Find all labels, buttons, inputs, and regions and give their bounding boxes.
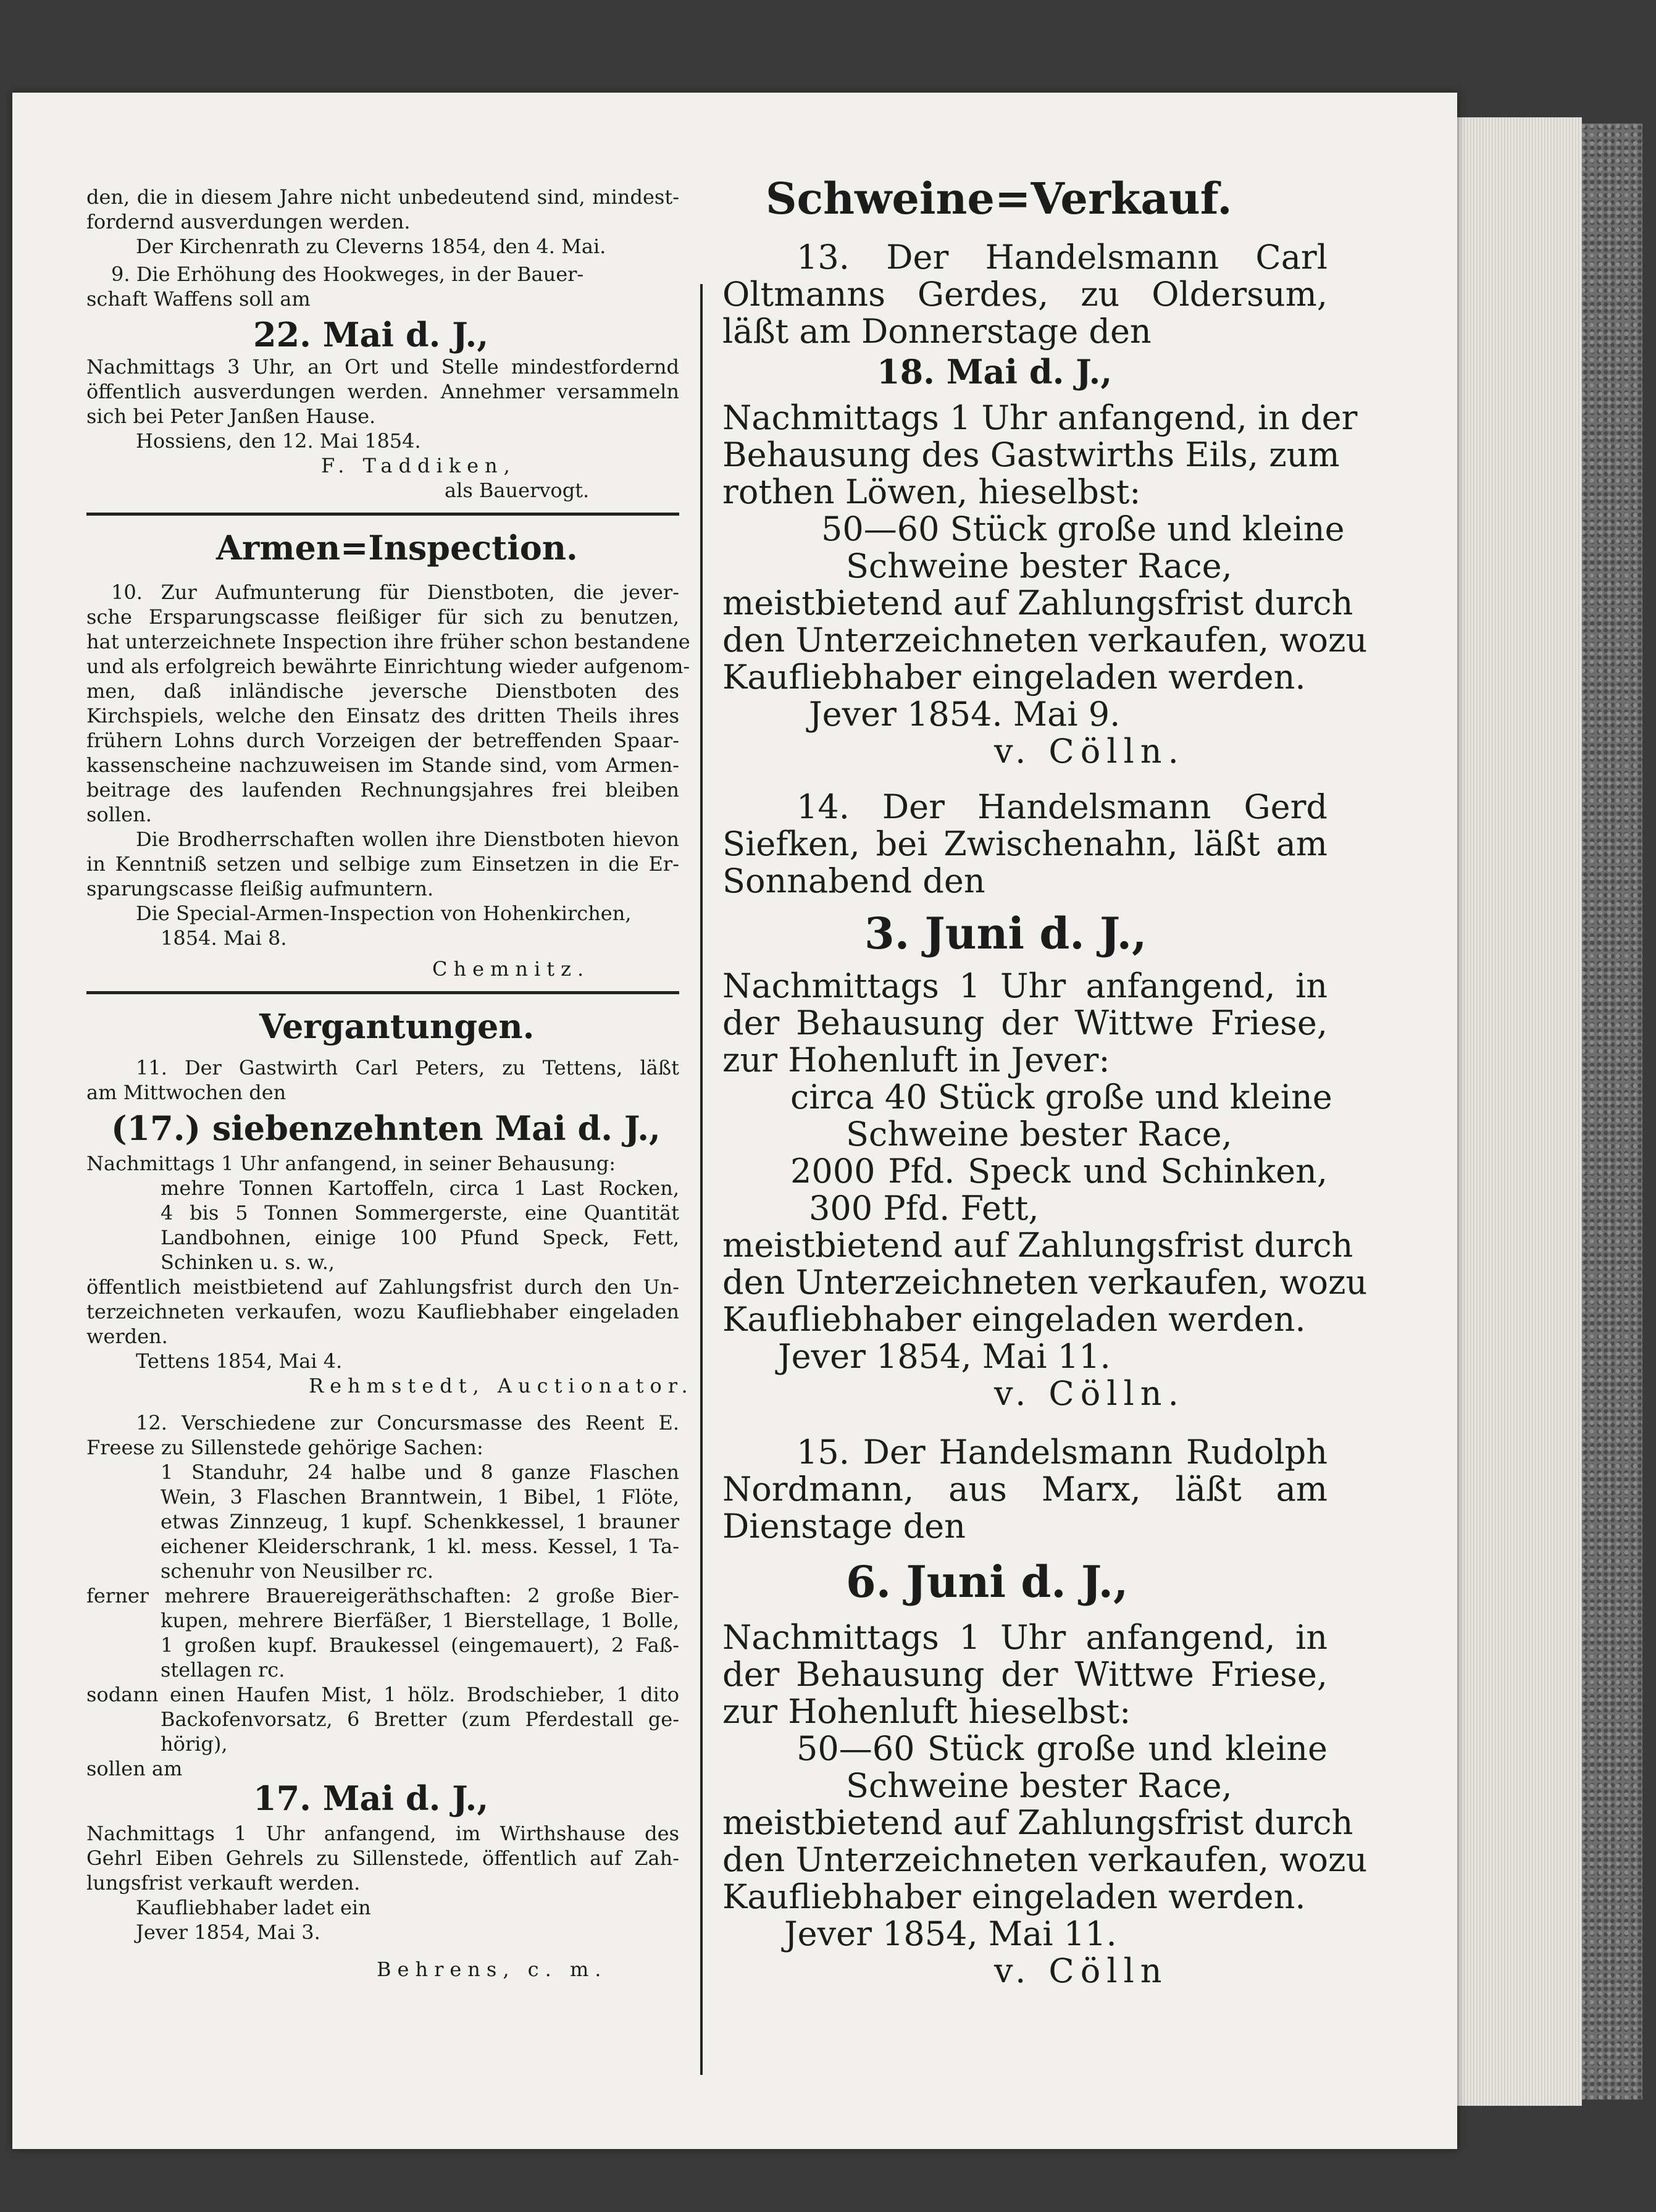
announcement-date: 3. Juni d. J., <box>864 908 1147 959</box>
text-line: Wein, 3 Flaschen Branntwein, 1 Bibel, 1 Flöte, <box>161 1485 679 1509</box>
text-line: Siefken, bei Zwischenahn, läßt am <box>722 824 1328 863</box>
text-line: und als erfolgreich bewährte Einrichtung wieder aufgenom- <box>86 655 690 678</box>
text-line: Sonnabend den <box>722 861 985 900</box>
text-line: Oltmanns Gerdes, zu Oldersum, <box>722 275 1328 314</box>
text-line: Freese zu Sillenstede gehörige Sachen: <box>86 1436 483 1459</box>
announcement-date: 17. Mai d. J., <box>253 1778 489 1818</box>
text-line: sparungscasse fleißig aufmuntern. <box>86 877 434 900</box>
signature: v. Cölln <box>994 1951 1168 1990</box>
text-line: beitrage des laufenden Rechnungsjahres frei bleiben <box>86 778 679 802</box>
text-line: 13. Der Handelsmann Carl <box>797 238 1328 277</box>
signature: v. Cölln. <box>994 1374 1185 1413</box>
text-line: 9. Die Erhöhung des Hookweges, in der Bauer- <box>111 262 584 286</box>
text-line: in Kenntniß setzen und selbige zum Einsetzen in die Er- <box>86 852 679 876</box>
text-line: 15. Der Handelsmann Rudolph <box>797 1433 1328 1472</box>
signature: F. Taddiken, <box>321 454 516 477</box>
text-line: Jever 1854, Mai 11. <box>778 1337 1111 1376</box>
text-line: Landbohnen, einige 100 Pfund Speck, Fett, <box>161 1226 679 1249</box>
text-line: Kaufliebhaber ladet ein <box>136 1896 371 1919</box>
text-line: etwas Zinnzeug, 1 kupf. Schenkkessel, 1 brauner <box>161 1510 679 1533</box>
text-line: Gehrl Eiben Gehrels zu Sillenstede, öffentlich auf Zah- <box>86 1846 679 1870</box>
text-line: Hossiens, den 12. Mai 1854. <box>136 429 421 453</box>
text-line: schaft Waffens soll am <box>86 287 311 311</box>
text-line: hat unterzeichnete Inspection ihre früher schon bestandene <box>86 630 690 653</box>
text-line: 4 bis 5 Tonnen Sommergerste, eine Quantität <box>161 1201 679 1225</box>
text-line: Tettens 1854, Mai 4. <box>136 1349 343 1373</box>
text-line: 12. Verschiedene zur Concursmasse des Reent E. <box>136 1411 679 1435</box>
text-line: 50—60 Stück große und kleine <box>821 509 1345 548</box>
text-line: zur Hohenluft hieselbst: <box>722 1692 1131 1731</box>
text-line: sche Ersparungscasse fleißiger für sich zu benutzen, <box>86 605 679 629</box>
text-line: 50—60 Stück große und kleine <box>797 1729 1328 1768</box>
text-line: Kaufliebhaber eingeladen werden. <box>722 1877 1306 1916</box>
text-line: den Unterzeichneten verkaufen, wozu <box>722 1840 1368 1879</box>
text-line: mehre Tonnen Kartoffeln, circa 1 Last Rocken, <box>161 1176 679 1200</box>
text-line: 1 Standuhr, 24 halbe und 8 ganze Flaschen <box>161 1460 679 1484</box>
text-line: Kaufliebhaber eingeladen werden. <box>722 658 1306 697</box>
text-line: Nordmann, aus Marx, läßt am <box>722 1470 1328 1509</box>
text-line: meistbietend auf Zahlungsfrist durch <box>722 584 1353 622</box>
text-line: fordernd ausverdungen werden. <box>86 210 411 233</box>
text-line: Nachmittags 1 Uhr anfangend, in der <box>722 398 1358 437</box>
signature: Behrens, c. m. <box>377 1958 608 1981</box>
section-rule <box>86 513 679 516</box>
text-line: men, daß inländische jeversche Dienstboten des <box>86 679 679 703</box>
text-line: den Unterzeichneten verkaufen, wozu <box>722 621 1368 660</box>
text-line: eichener Kleiderschrank, 1 kl. mess. Kessel, 1 Ta- <box>161 1535 679 1558</box>
section-rule <box>86 991 679 994</box>
text-line: Nachmittags 1 Uhr anfangend, in seiner Behausung: <box>86 1152 616 1175</box>
announcement-date: 6. Juni d. J., <box>846 1556 1129 1607</box>
text-line: der Behausung der Wittwe Friese, <box>722 1655 1328 1694</box>
text-line: meistbietend auf Zahlungsfrist durch <box>722 1803 1353 1842</box>
text-line: läßt am Donnerstage den <box>722 312 1152 351</box>
text-line: Der Kirchenrath zu Cleverns 1854, den 4. Mai. <box>136 235 606 258</box>
book-cover <box>1581 124 1642 2100</box>
text-line: 11. Der Gastwirth Carl Peters, zu Tettens, läßt <box>136 1056 679 1079</box>
text-line: Schweine bester Race, <box>846 1766 1232 1805</box>
text-line: Jever 1854, Mai 3. <box>136 1921 320 1944</box>
text-line: Schweine bester Race, <box>846 547 1232 585</box>
section-heading: Schweine=Verkauf. <box>766 173 1232 224</box>
text-line: den Unterzeichneten verkaufen, wozu <box>722 1263 1368 1302</box>
text-line: sollen am <box>86 1757 183 1780</box>
text-line: lungsfrist verkauft werden. <box>86 1871 361 1895</box>
text-line: sodann einen Haufen Mist, 1 hölz. Brodschieber, 1 dito <box>86 1683 679 1706</box>
text-line: Kaufliebhaber eingeladen werden. <box>722 1300 1306 1339</box>
text-line: Backofenvorsatz, 6 Bretter (zum Pferdestall ge- <box>161 1707 679 1731</box>
text-line: hörig), <box>161 1732 228 1756</box>
text-line: circa 40 Stück große und kleine <box>790 1078 1332 1116</box>
signature: v. Cölln. <box>994 732 1185 771</box>
text-line: Nachmittags 1 Uhr anfangend, im Wirthshause des <box>86 1822 679 1845</box>
text-line: kassenscheine nachzuweisen im Stande sind, vom Armen- <box>86 753 679 777</box>
text-line: öffentlich meistbietend auf Zahlungsfrist durch den Un- <box>86 1275 679 1299</box>
text-line: Nachmittags 1 Uhr anfangend, in <box>722 966 1328 1005</box>
text-line: Dienstage den <box>722 1507 966 1546</box>
text-line: werden. <box>86 1325 168 1348</box>
text-line: schenuhr von Neusilber rc. <box>161 1559 434 1583</box>
text-line: frühern Lohns durch Vorzeigen der betreffenden Spaar- <box>86 729 679 752</box>
text-line: den, die in diesem Jahre nicht unbedeutend sind, mindest- <box>86 185 679 209</box>
text-line: Nachmittags 3 Uhr, an Ort und Stelle mindestfordernd <box>86 355 679 379</box>
text-line: Schweine bester Race, <box>846 1115 1232 1154</box>
announcement-date: (17.) siebenzehnten Mai d. J., <box>111 1108 661 1148</box>
text-line: zur Hohenluft in Jever: <box>722 1041 1110 1079</box>
announcement-date: 22. Mai d. J., <box>253 315 489 354</box>
text-line: am Mittwochen den <box>86 1081 286 1104</box>
section-heading: Vergantungen. <box>259 1007 535 1046</box>
newspaper-page <box>12 93 1457 2149</box>
text-line: Jever 1854. Mai 9. <box>809 695 1121 734</box>
text-line: Jever 1854, Mai 11. <box>784 1914 1117 1953</box>
text-line: Kirchspiels, welche den Einsatz des dritten Theils ihres <box>86 704 679 727</box>
text-line: sollen. <box>86 803 152 826</box>
text-line: terzeichneten verkaufen, wozu Kaufliebhaber eingeladen <box>86 1300 679 1323</box>
text-line: meistbietend auf Zahlungsfrist durch <box>722 1226 1353 1265</box>
text-line: 14. Der Handelsmann Gerd <box>797 787 1328 826</box>
signature-title: als Bauervogt. <box>445 479 590 502</box>
text-line: öffentlich ausverdungen werden. Annehmer versammeln <box>86 380 679 403</box>
section-heading: Armen=Inspection. <box>216 528 578 568</box>
text-line: Die Brodherrschaften wollen ihre Dienstboten hievon <box>136 827 679 851</box>
text-line: der Behausung der Wittwe Friese, <box>722 1003 1328 1042</box>
text-line: Die Special-Armen-Inspection von Hohenkirchen, <box>136 902 632 925</box>
text-line: 1854. Mai 8. <box>161 926 287 950</box>
text-line: stellagen rc. <box>161 1658 285 1682</box>
column-divider <box>700 284 703 2075</box>
text-line: 1 großen kupf. Braukessel (eingemauert), 2 Faß- <box>161 1633 679 1657</box>
signature: Rehmstedt, Auctionator. <box>309 1374 694 1397</box>
text-line: 10. Zur Aufmunterung für Dienstboten, die jever- <box>111 580 679 604</box>
text-line: rothen Löwen, hieselbst: <box>722 472 1141 511</box>
text-line: 300 Pfd. Fett, <box>809 1189 1039 1228</box>
announcement-date: 18. Mai d. J., <box>877 352 1113 392</box>
text-line: 2000 Pfd. Speck und Schinken, <box>790 1152 1328 1191</box>
text-line: sich bei Peter Janßen Hause. <box>86 404 376 428</box>
text-line: ferner mehrere Brauereigeräthschaften: 2 große Bier- <box>86 1584 679 1607</box>
text-line: Nachmittags 1 Uhr anfangend, in <box>722 1618 1328 1657</box>
signature: Chemnitz. <box>432 957 590 981</box>
text-line: Schinken u. s. w., <box>161 1251 335 1274</box>
text-line: kupen, mehrere Bierfäßer, 1 Bierstellage, 1 Bolle, <box>161 1609 679 1632</box>
text-line: Behausung des Gastwirths Eils, zum <box>722 435 1340 474</box>
page-stack-edge <box>1445 117 1582 2106</box>
